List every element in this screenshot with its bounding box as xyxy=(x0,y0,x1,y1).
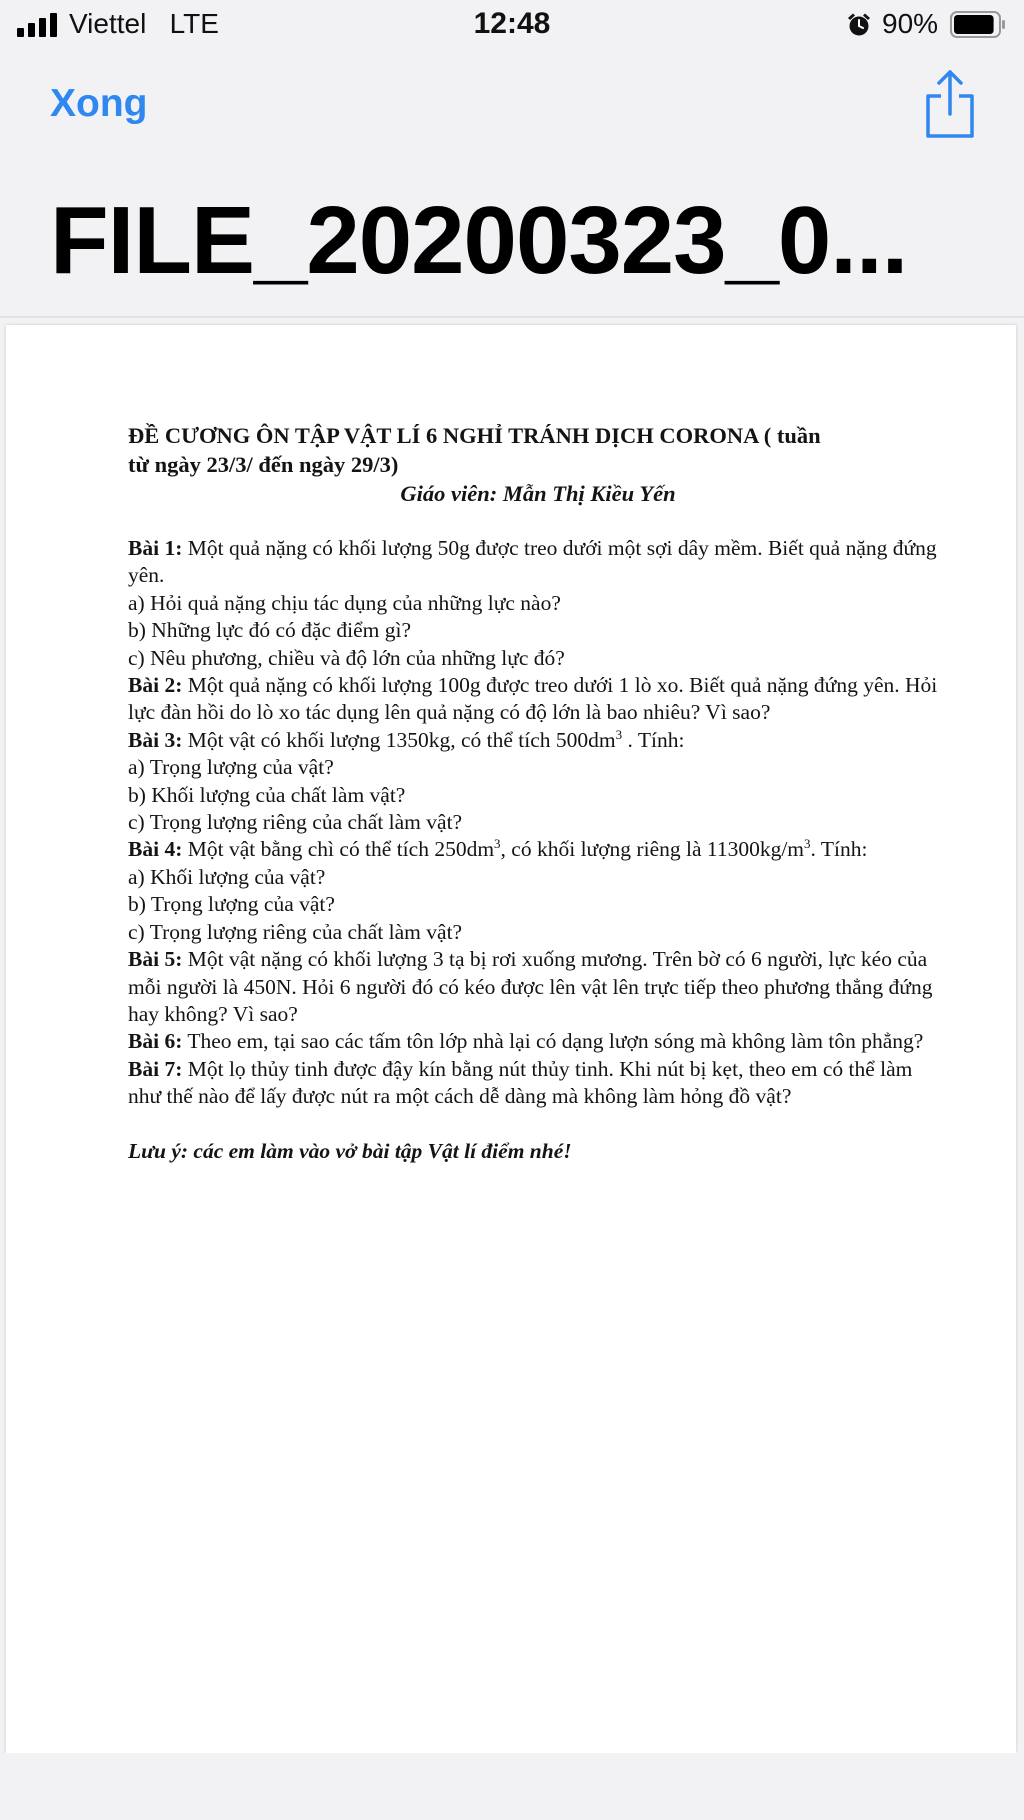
exercise-text: Một lọ thủy tinh được đậy kín bằng nút thủy tinh. Khi nút bị kẹt, theo em có thể làm như thế nào để lấy được nút ra một cách dễ dàng mà không làm hỏng đồ vật? xyxy=(128,1056,913,1109)
note: Lưu ý: các em làm vào vở bài tập Vật lí điểm nhé! xyxy=(128,1138,572,1163)
superscript: 3 xyxy=(804,836,811,852)
exercise-label: Bài 3: xyxy=(128,727,183,752)
exercise-1-c: c) Nêu phương, chiều và độ lớn của những lực đó? xyxy=(128,645,565,670)
status-bar xyxy=(0,0,1024,52)
exercise-text: , có khối lượng riêng là 11300kg/m xyxy=(500,837,805,862)
superscript: 3 xyxy=(494,836,501,852)
exercise-text: Một quả nặng có khối lượng 50g được treo dưới một sợi dây mềm. Biết quả nặng đứng yên. xyxy=(128,536,937,588)
exercise-4-b: b) Trọng lượng của vật? xyxy=(128,892,335,917)
exercise-label: Bài 1: xyxy=(128,536,183,560)
exercise-label: Bài 5: xyxy=(128,947,183,972)
header-divider xyxy=(0,316,1024,318)
exercise-1 xyxy=(128,535,948,590)
exercise-label: Bài 6: xyxy=(128,1029,183,1054)
exercise-3 xyxy=(128,727,948,754)
exercise-3-a: a) Trọng lượng của vật? xyxy=(128,755,334,780)
exercise-text: Một vật bằng chì có thể tích 250dm xyxy=(187,837,495,862)
exercise-6 xyxy=(128,1028,948,1055)
exercise-4-c: c) Trọng lượng riêng của chất làm vật? xyxy=(128,919,463,944)
exercise-3-b: b) Khối lượng của chất làm vật? xyxy=(128,782,406,807)
exercise-text: Một vật có khối lượng 1350kg, có thể tích 500dm xyxy=(187,727,616,752)
exercise-1-b: b) Những lực đó có đặc điểm gì? xyxy=(128,618,412,643)
exercise-text: Theo em, tại sao các tấm tôn lớp nhà lại có dạng lượn sóng mà không làm tôn phẳng? xyxy=(187,1029,924,1054)
document-title: FILE_20200323_0... xyxy=(50,187,908,294)
exercise-4-a: a) Khối lượng của vật? xyxy=(128,864,326,889)
status-time: 12:48 xyxy=(473,7,551,40)
exercise-1-a: a) Hỏi quả nặng chịu tác dụng của những lực nào? xyxy=(128,590,561,615)
battery-icon xyxy=(950,11,1006,38)
share-icon[interactable] xyxy=(922,68,978,140)
exercise-text: Một vật nặng có khối lượng 3 tạ bị rơi xuống mương. Trên bờ có 6 người, lực kéo của mỗi người là 450N. Hỏi 6 người đó có kéo được lên vật lên trực tiếp theo phương thẳng đứng hay không? Vì sao? xyxy=(128,947,933,1026)
document-heading xyxy=(128,421,948,479)
exercise-label: Bài 7: xyxy=(128,1056,183,1081)
exercise-2 xyxy=(128,672,948,727)
carrier-name: Viettel xyxy=(69,8,147,39)
battery-percent: 90% xyxy=(882,8,939,39)
exercise-label: Bài 2: xyxy=(128,673,183,698)
done-button[interactable]: Xong xyxy=(50,82,148,125)
exercise-text-tail: . Tính: xyxy=(810,837,868,862)
superscript: 3 xyxy=(615,726,623,742)
network-type: LTE xyxy=(169,8,219,39)
document-page[interactable] xyxy=(6,325,1016,1753)
document-content xyxy=(128,421,948,1165)
exercise-5 xyxy=(128,946,948,1028)
exercise-label: Bài 4: xyxy=(128,837,183,862)
exercise-4 xyxy=(128,836,948,863)
teacher-name: Giáo viên: Mẫn Thị Kiều Yến xyxy=(400,481,676,506)
heading-line-1: ĐỀ CƯƠNG ÔN TẬP VẬT LÍ 6 NGHỈ TRÁNH DỊCH CORONA ( tuần xyxy=(128,423,821,448)
bottom-toolbar xyxy=(0,1753,1024,1820)
alarm-icon xyxy=(846,12,872,38)
exercise-3-c: c) Trọng lượng riêng của chất làm vật? xyxy=(128,810,463,835)
heading-line-2: từ ngày 23/3/ đến ngày 29/3) xyxy=(128,452,399,477)
exercise-text: Một quả nặng có khối lượng 100g được treo dưới 1 lò xo. Biết quả nặng đứng yên. Hỏi lực đàn hồi do lò xo tác dụng lên quả nặng có độ lớn là bao nhiêu? Vì sao? xyxy=(128,673,938,725)
exercise-text-tail: . Tính: xyxy=(622,727,685,752)
exercise-7 xyxy=(128,1056,948,1111)
